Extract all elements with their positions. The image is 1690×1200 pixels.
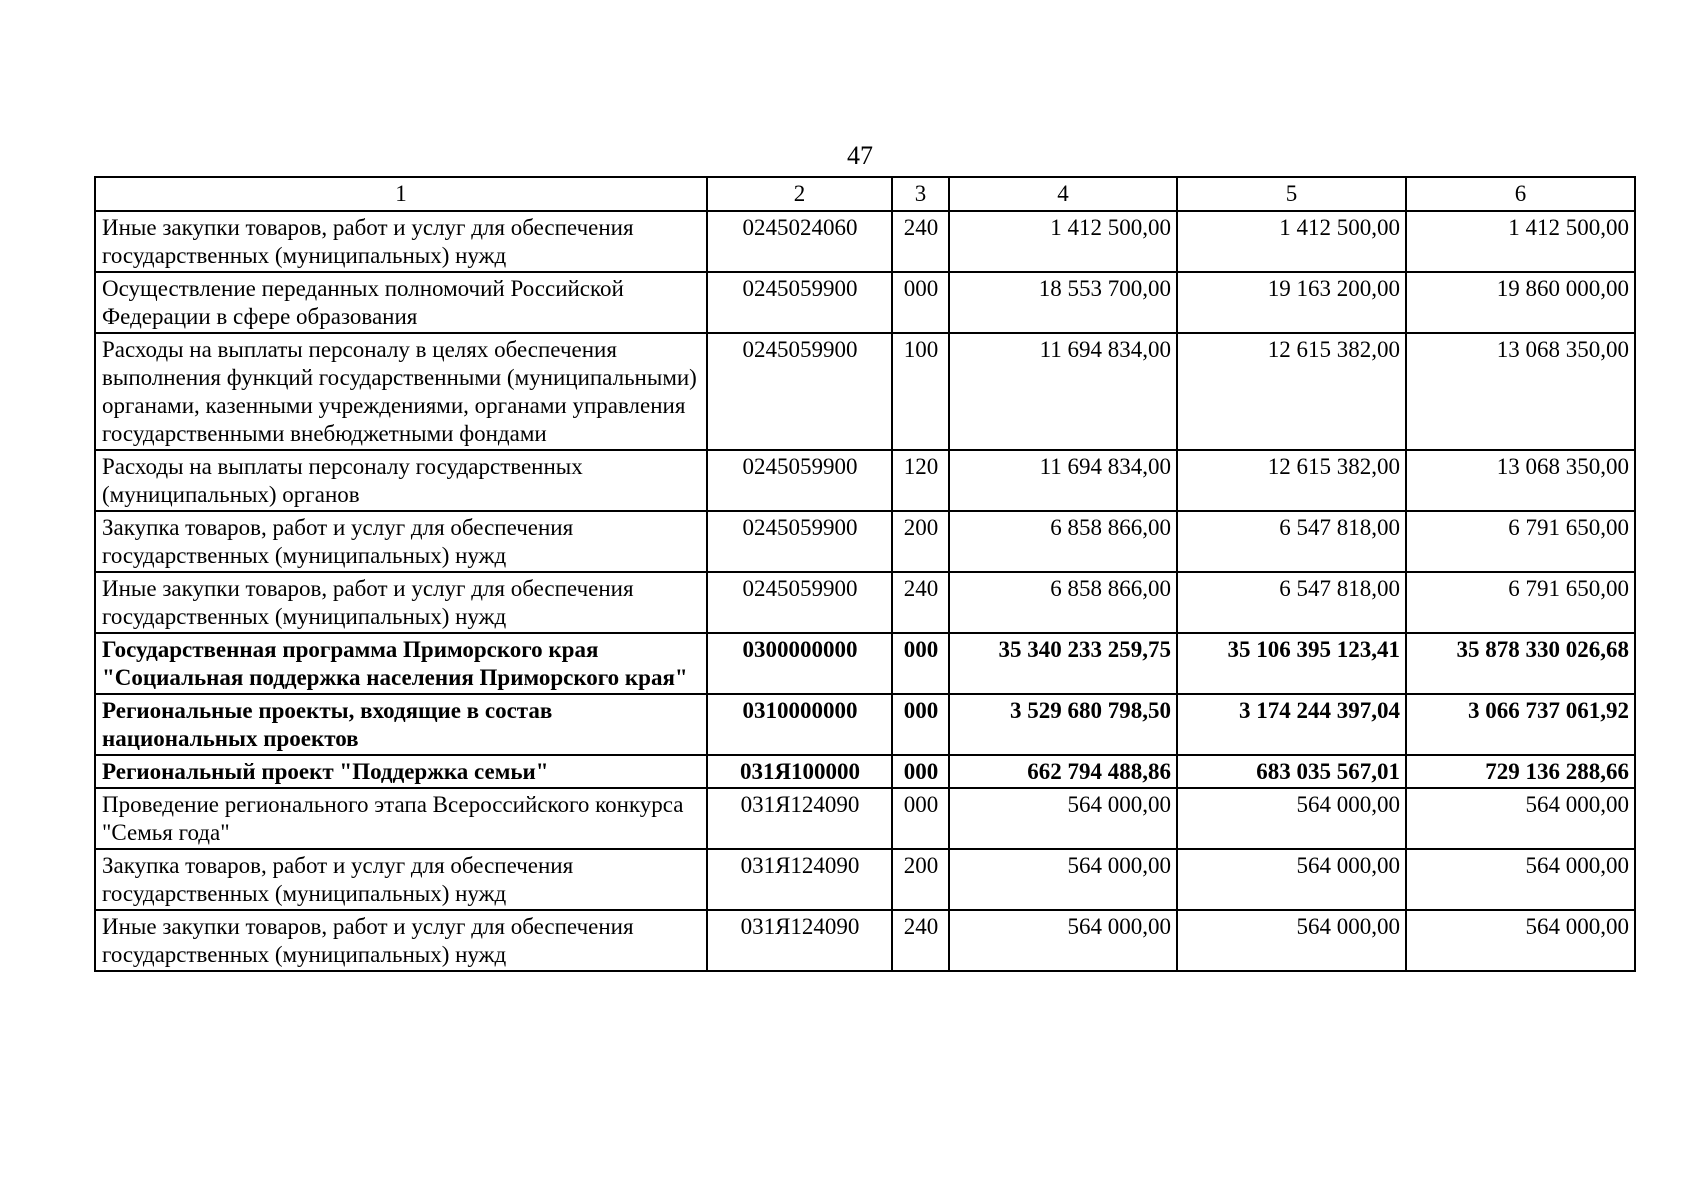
target-code-cell: 0245059900 (707, 333, 892, 450)
amount-col5-cell: 12 615 382,00 (1177, 333, 1406, 450)
amount-col4-cell: 564 000,00 (949, 788, 1177, 849)
amount-col4-cell: 564 000,00 (949, 849, 1177, 910)
description-cell: Иные закупки товаров, работ и услуг для обеспечения государственных (муниципальных) нужд (95, 211, 707, 272)
amount-col6-cell: 6 791 650,00 (1406, 511, 1635, 572)
description-cell: Закупка товаров, работ и услуг для обеспечения государственных (муниципальных) нужд (95, 849, 707, 910)
amount-col4-cell: 6 858 866,00 (949, 511, 1177, 572)
table-row (95, 694, 1635, 755)
amount-col6-cell: 3 066 737 061,92 (1406, 694, 1635, 755)
amount-col4-cell: 11 694 834,00 (949, 450, 1177, 511)
header-cell-3: 3 (892, 177, 949, 211)
target-code-cell: 0245059900 (707, 572, 892, 633)
amount-col5-cell: 3 174 244 397,04 (1177, 694, 1406, 755)
description-cell: Региональные проекты, входящие в состав национальных проектов (95, 694, 707, 755)
page-number: 47 (847, 141, 873, 170)
target-code-cell: 031Я124090 (707, 910, 892, 971)
expense-type-cell: 120 (892, 450, 949, 511)
header-cell-1: 1 (95, 177, 707, 211)
table-row (95, 450, 1635, 511)
amount-col5-cell: 564 000,00 (1177, 910, 1406, 971)
table-row (95, 511, 1635, 572)
target-code-cell: 0245024060 (707, 211, 892, 272)
target-code-cell: 031Я124090 (707, 788, 892, 849)
budget-table (94, 176, 1636, 972)
expense-type-cell: 200 (892, 849, 949, 910)
amount-col5-cell: 6 547 818,00 (1177, 572, 1406, 633)
amount-col4-cell: 18 553 700,00 (949, 272, 1177, 333)
expense-type-cell: 000 (892, 272, 949, 333)
table-row (95, 211, 1635, 272)
amount-col6-cell: 13 068 350,00 (1406, 333, 1635, 450)
amount-col6-cell: 729 136 288,66 (1406, 755, 1635, 788)
amount-col4-cell: 662 794 488,86 (949, 755, 1177, 788)
table-row (95, 788, 1635, 849)
description-cell: Государственная программа Приморского края "Социальная поддержка населения Приморского края" (95, 633, 707, 694)
target-code-cell: 031Я100000 (707, 755, 892, 788)
amount-col4-cell: 35 340 233 259,75 (949, 633, 1177, 694)
expense-type-cell: 200 (892, 511, 949, 572)
expense-type-cell: 000 (892, 694, 949, 755)
amount-col5-cell: 564 000,00 (1177, 788, 1406, 849)
header-row (95, 177, 1635, 211)
target-code-cell: 0310000000 (707, 694, 892, 755)
amount-col5-cell: 564 000,00 (1177, 849, 1406, 910)
expense-type-cell: 000 (892, 788, 949, 849)
amount-col6-cell: 564 000,00 (1406, 788, 1635, 849)
target-code-cell: 0245059900 (707, 272, 892, 333)
description-cell: Проведение регионального этапа Всероссийского конкурса "Семья года" (95, 788, 707, 849)
amount-col5-cell: 1 412 500,00 (1177, 211, 1406, 272)
description-cell: Осуществление переданных полномочий Российской Федерации в сфере образования (95, 272, 707, 333)
expense-type-cell: 240 (892, 910, 949, 971)
header-cell-4: 4 (949, 177, 1177, 211)
amount-col6-cell: 564 000,00 (1406, 849, 1635, 910)
expense-type-cell: 240 (892, 211, 949, 272)
expense-type-cell: 000 (892, 755, 949, 788)
amount-col4-cell: 564 000,00 (949, 910, 1177, 971)
header-cell-2: 2 (707, 177, 892, 211)
amount-col6-cell: 564 000,00 (1406, 910, 1635, 971)
expense-type-cell: 100 (892, 333, 949, 450)
table-row (95, 755, 1635, 788)
description-cell: Закупка товаров, работ и услуг для обеспечения государственных (муниципальных) нужд (95, 511, 707, 572)
table-row (95, 849, 1635, 910)
table-row (95, 572, 1635, 633)
description-cell: Иные закупки товаров, работ и услуг для обеспечения государственных (муниципальных) нужд (95, 572, 707, 633)
description-cell: Региональный проект "Поддержка семьи" (95, 755, 707, 788)
table-row (95, 272, 1635, 333)
amount-col5-cell: 683 035 567,01 (1177, 755, 1406, 788)
amount-col4-cell: 1 412 500,00 (949, 211, 1177, 272)
table-row (95, 910, 1635, 971)
amount-col5-cell: 12 615 382,00 (1177, 450, 1406, 511)
header-cell-6: 6 (1406, 177, 1635, 211)
target-code-cell: 031Я124090 (707, 849, 892, 910)
description-cell: Расходы на выплаты персоналу в целях обеспечения выполнения функций государственными (муниципальными) органами, казенными учреждениями, органами управления государственными внебюджетными фондами (95, 333, 707, 450)
table-body (95, 211, 1635, 971)
expense-type-cell: 000 (892, 633, 949, 694)
amount-col6-cell: 1 412 500,00 (1406, 211, 1635, 272)
amount-col6-cell: 6 791 650,00 (1406, 572, 1635, 633)
amount-col5-cell: 35 106 395 123,41 (1177, 633, 1406, 694)
amount-col4-cell: 6 858 866,00 (949, 572, 1177, 633)
description-cell: Расходы на выплаты персоналу государственных (муниципальных) органов (95, 450, 707, 511)
amount-col6-cell: 35 878 330 026,68 (1406, 633, 1635, 694)
target-code-cell: 0300000000 (707, 633, 892, 694)
amount-col5-cell: 6 547 818,00 (1177, 511, 1406, 572)
amount-col4-cell: 3 529 680 798,50 (949, 694, 1177, 755)
amount-col6-cell: 19 860 000,00 (1406, 272, 1635, 333)
amount-col6-cell: 13 068 350,00 (1406, 450, 1635, 511)
description-cell: Иные закупки товаров, работ и услуг для обеспечения государственных (муниципальных) нужд (95, 910, 707, 971)
header-cell-5: 5 (1177, 177, 1406, 211)
amount-col4-cell: 11 694 834,00 (949, 333, 1177, 450)
target-code-cell: 0245059900 (707, 450, 892, 511)
table-row (95, 333, 1635, 450)
expense-type-cell: 240 (892, 572, 949, 633)
amount-col5-cell: 19 163 200,00 (1177, 272, 1406, 333)
table-row (95, 633, 1635, 694)
target-code-cell: 0245059900 (707, 511, 892, 572)
